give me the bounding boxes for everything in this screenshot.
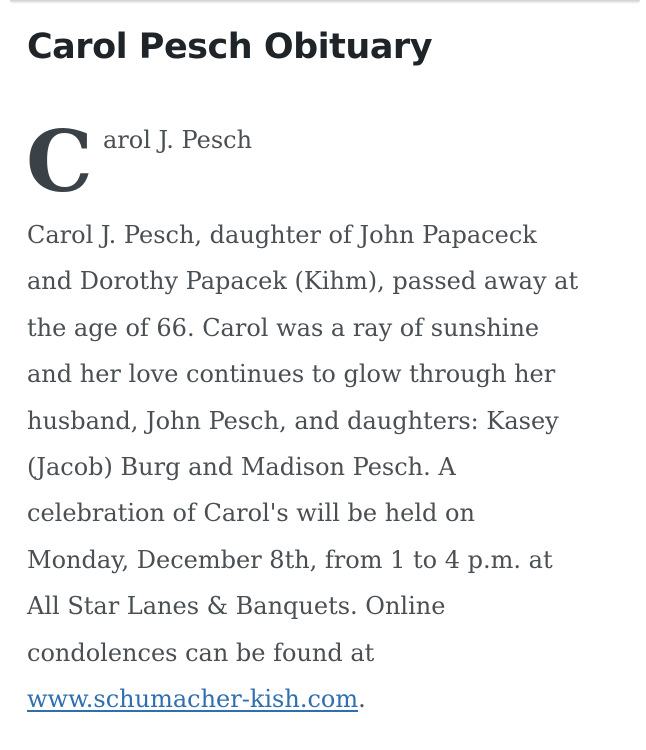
body-line-5: husband, John Pesch, and daughters: Kasey xyxy=(27,406,559,435)
link-line xyxy=(27,676,625,722)
body-line-3: the age of 66. Carol was a ray of sunshine xyxy=(27,313,540,342)
body-line-7: celebration of Carol's will be held on xyxy=(27,499,475,528)
body-line-4: and her love continues to glow through her xyxy=(27,360,556,389)
page-title: Carol Pesch Obituary xyxy=(27,27,433,67)
trailing-period: . xyxy=(358,685,366,714)
drop-cap-letter: C xyxy=(26,112,93,211)
body-line-1: Carol J. Pesch, daughter of John Papaceck xyxy=(27,221,537,249)
header-shadow xyxy=(10,0,640,4)
body-line-2: and Dorothy Papacek (Kihm), passed away at xyxy=(27,267,579,296)
body-line-6: (Jacob) Burg and Madison Pesch. A xyxy=(27,453,456,482)
first-line-text: arol J. Pesch xyxy=(103,126,253,154)
body-line-9: All Star Lanes & Banquets. Online xyxy=(27,592,446,621)
body-line-10: condolences can be found at xyxy=(27,638,375,667)
body-line-8: Monday, December 8th, from 1 to 4 p.m. at xyxy=(27,545,553,574)
obituary-body xyxy=(27,212,625,722)
funeral-home-link[interactable]: www.schumacher-kish.com xyxy=(27,685,359,714)
